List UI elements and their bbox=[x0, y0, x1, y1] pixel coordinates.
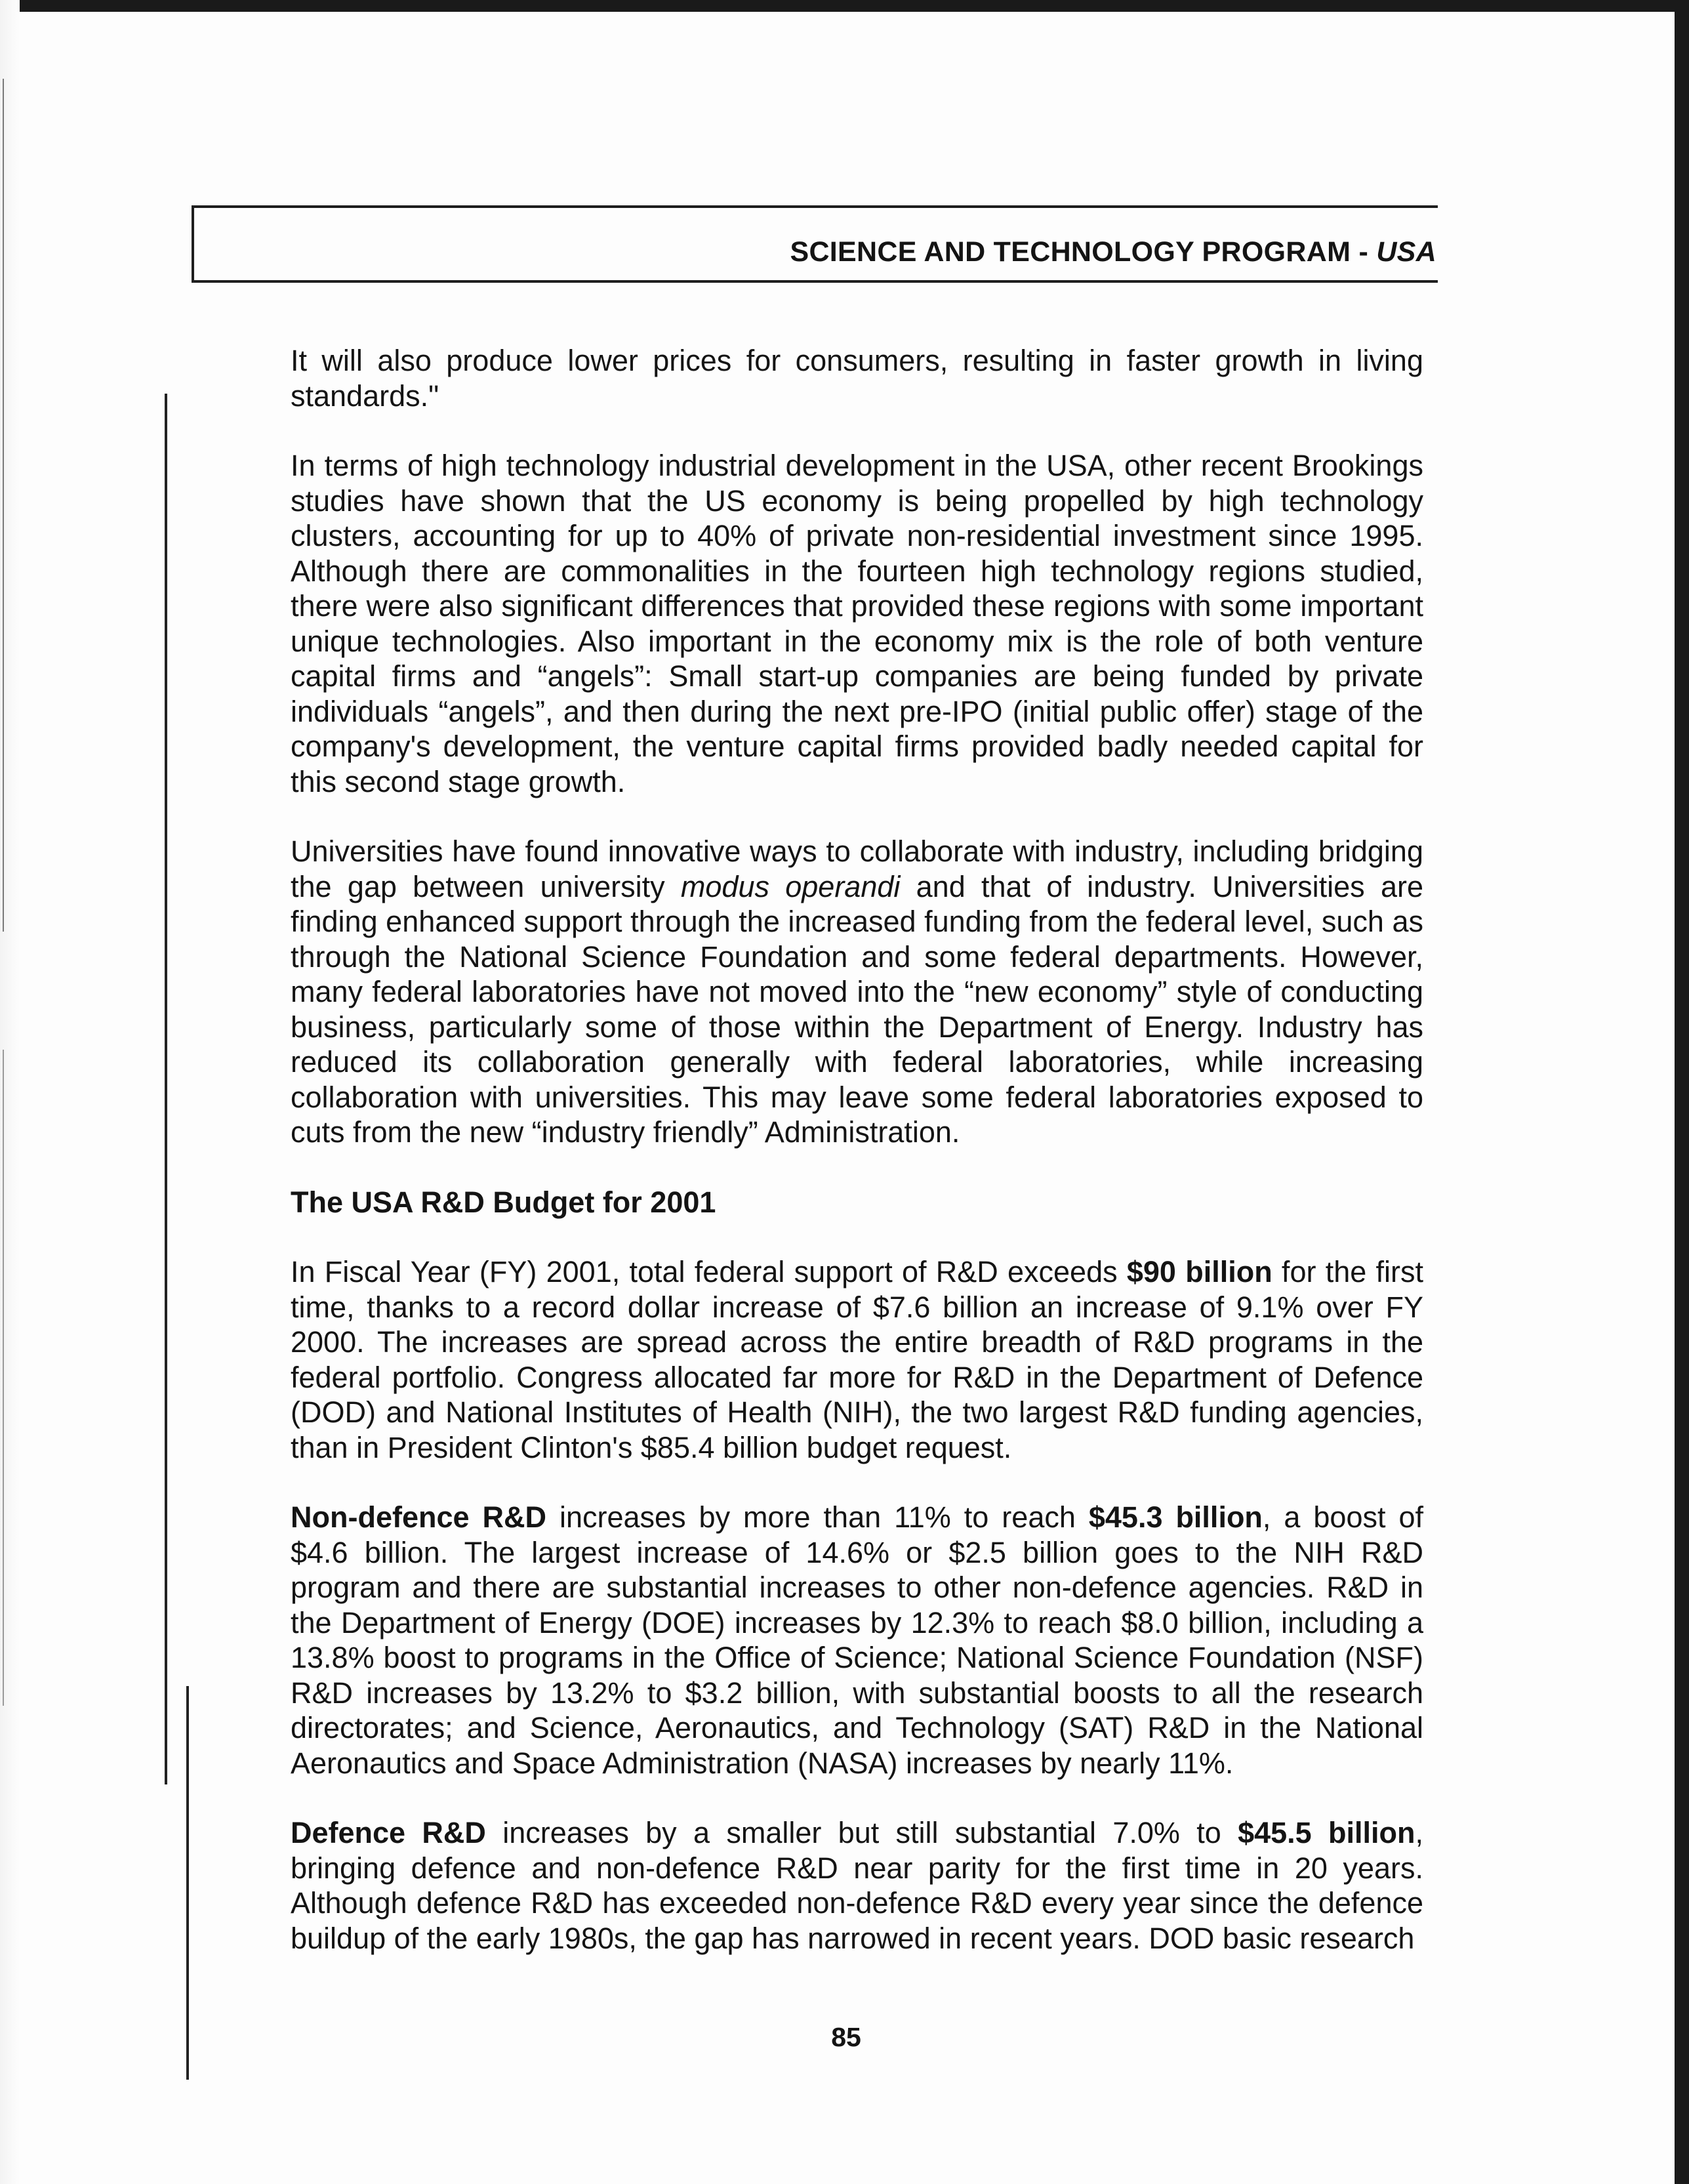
paragraph-5-lead: Non-defence R&D bbox=[291, 1500, 546, 1534]
paragraph-5-text-a: increases by more than 11% to reach bbox=[546, 1500, 1089, 1534]
paragraph-3 bbox=[291, 834, 1423, 1150]
scan-edge-top bbox=[0, 0, 1689, 12]
running-head-country: USA bbox=[1376, 236, 1436, 268]
paragraph-2: In terms of high technology industrial development in the USA, other recent Brookings studies have shown that the US economy is being propelled by high technology clusters, accounting for up to 40% of private non-residential investment since 1995. Although there are commonalities in the fourteen high technology regions studied, there were also significant differences that provided these regions with some important unique technologies. Also important in the economy mix is the role of both venture capital firms and “angels”: Small start-up companies are being funded by private individuals “angels”, and then during the next pre-IPO (initial public offer) stage of the company's development, the venture capital firms provided badly needed capital for this second stage growth. bbox=[291, 449, 1423, 798]
header-rule-top bbox=[192, 205, 1438, 208]
page-number: 85 bbox=[831, 2022, 861, 2052]
header-rule-left bbox=[192, 205, 194, 283]
margin-change-bar bbox=[165, 394, 167, 1784]
page-body bbox=[291, 343, 1423, 1990]
paragraph-6 bbox=[291, 1815, 1423, 1956]
paragraph-6-bold: $45.5 billion bbox=[1238, 1816, 1415, 1849]
paragraph-3-text-a: Universities have found innovative ways to collaborate with industry, including bridging the gap between university bbox=[291, 834, 1423, 903]
header-rule-bottom bbox=[192, 280, 1438, 283]
paragraph-6-text-b: , bringing defence and non-defence R&D near parity for the first time in 20 years. Although defence R&D has exceeded non-defence R&D every year since the defence buildup of the early 1980s, the gap has narrowed in recent years. DOD basic research bbox=[291, 1816, 1423, 1955]
paragraph-4-text-b: for the first time, thanks to a record dollar increase of $7.6 billion an increase of 9.1% over FY 2000. The increases are spread across the entire breadth of R&D programs in the federal portfolio. Congress allocated far more for R&D in the Department of Defence (DOD) and National Institutes of Health (NIH), the two largest R&D funding agencies, than in President Clinton's $85.4 billion budget request. bbox=[291, 1255, 1423, 1464]
scan-edge-left bbox=[0, 0, 20, 2184]
paragraph-4-bold: $90 billion bbox=[1126, 1255, 1272, 1288]
running-head bbox=[790, 236, 1436, 268]
paragraph-5-bold: $45.3 billion bbox=[1088, 1500, 1263, 1534]
paragraph-6-text-a: increases by a smaller but still substantial 7.0% to bbox=[485, 1816, 1238, 1849]
paragraph-5 bbox=[291, 1500, 1423, 1781]
paragraph-4 bbox=[291, 1254, 1423, 1465]
paragraph-4-text-a: In Fiscal Year (FY) 2001, total federal support of R&D exceeds bbox=[291, 1255, 1127, 1288]
paragraph-6-lead: Defence R&D bbox=[291, 1816, 486, 1849]
paragraph-3-italic: modus operandi bbox=[680, 869, 901, 903]
margin-change-bar-secondary bbox=[186, 1686, 189, 2080]
paragraph-3-text-b: and that of industry. Universities are finding enhanced support through the increased funding from the federal level, such as through the National Science Foundation and some federal departments. However, many federal laboratories have not moved into the “new economy” style of conducting business, particularly some of those within the Department of Energy. Industry has reduced its collaboration generally with federal laboratories, while increasing collaboration with universities. This may leave some federal laboratories exposed to cuts from the new “industry friendly” Administration. bbox=[291, 869, 1423, 1149]
section-heading: The USA R&D Budget for 2001 bbox=[291, 1185, 716, 1219]
paragraph-5-text-b: , a boost of $4.6 billion. The largest increase of 14.6% or $2.5 billion goes to the NIH R&D program and there are substantial increases to other non-defence agencies. R&D in the Department of Energy (DOE) increases by 12.3% to reach $8.0 billion, including a 13.8% boost to programs in the Office of Science; National Science Foundation (NSF) R&D increases by 13.2% to $3.2 billion, with substantial boosts to all the research directorates; and Science, Aeronautics, and Technology (SAT) R&D in the National Aeronautics and Space Administration (NASA) increases by nearly 11%. bbox=[291, 1500, 1423, 1780]
scan-edge-right bbox=[1675, 0, 1689, 2184]
paragraph-1: It will also produce lower prices for consumers, resulting in faster growth in living standards." bbox=[291, 344, 1423, 413]
running-head-title: SCIENCE AND TECHNOLOGY PROGRAM - bbox=[790, 236, 1377, 268]
